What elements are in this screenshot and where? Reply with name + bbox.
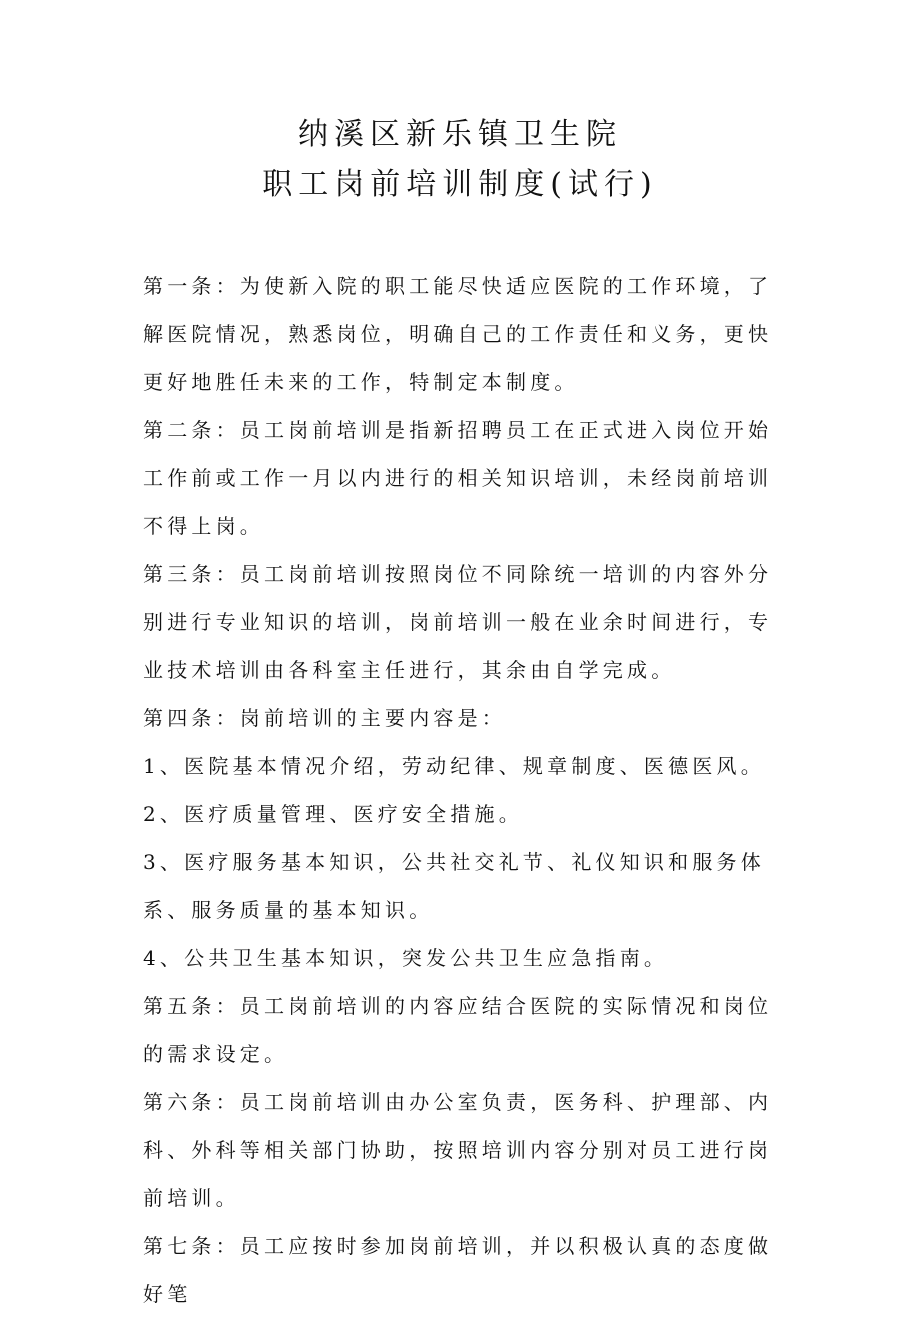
article-4-paragraph: 第四条：岗前培训的主要内容是： — [143, 706, 506, 730]
article-5-paragraph: 第五条：员工岗前培训的内容应结合医院的实际情况和岗位的需求设定。 — [143, 994, 773, 1066]
document-title-organization: 纳溪区新乐镇卫生院 — [298, 117, 622, 152]
article-6-paragraph: 第六条：员工岗前培训由办公室负责，医务科、护理部、内科、外科等相关部门协助，按照培训内容分别对员工进行岗前培训。 — [143, 1090, 773, 1210]
document-title-policy: 职工岗前培训制度(试行) — [262, 167, 658, 202]
list-item: 2、医疗质量管理、医疗安全措施。 — [143, 802, 523, 826]
list-item: 1、医院基本情况介绍，劳动纪律、规章制度、医德医风。 — [143, 754, 765, 778]
article-7-paragraph: 第七条：员工应按时参加岗前培训，并以积极认真的态度做好笔 — [143, 1234, 773, 1306]
article-3-paragraph: 第三条：员工岗前培训按照岗位不同除统一培训的内容外分别进行专业知识的培训，岗前培训一般在业余时间进行，专业技术培训由各科室主任进行，其余由自学完成。 — [143, 562, 773, 682]
list-item: 4、公共卫生基本知识，突发公共卫生应急指南。 — [143, 946, 669, 970]
list-item: 3、医疗服务基本知识，公共社交礼节、礼仪知识和服务体系、服务质量的基本知识。 — [143, 850, 765, 922]
article-2-paragraph: 第二条：员工岗前培训是指新招聘员工在正式进入岗位开始工作前或工作一月以内进行的相关知识培训，未经岗前培训不得上岗。 — [143, 418, 773, 538]
article-1-paragraph: 第一条：为使新入院的职工能尽快适应医院的工作环境，了解医院情况，熟悉岗位，明确自己的工作责任和义务，更快更好地胜任未来的工作，特制定本制度。 — [143, 274, 773, 394]
document-body — [143, 262, 793, 1318]
